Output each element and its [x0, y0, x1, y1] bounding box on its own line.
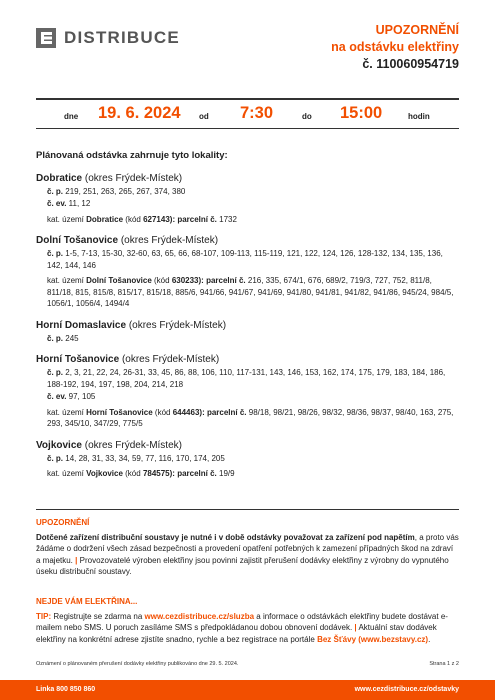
notice-title: UPOZORNĚNÍ: [375, 23, 459, 37]
location-item: [36, 319, 459, 345]
cp-values: 1-5, 7-13, 15-30, 32-60, 63, 65, 66, 68-107, 109-113, 115-119, 121, 122, 124, 126, 128-132, 134, 135, 136, 142, 144, 146: [47, 249, 443, 270]
date-value: 19. 6. 2024: [98, 104, 181, 122]
page-number: Strana 1 z 2: [429, 661, 459, 667]
location-item: [36, 439, 459, 480]
from-label: od: [199, 112, 209, 121]
tip-text: TIP: Registrujte se zdarma na www.cezdistribuce.cz/sluzba a informace o odstávkách elektřiny budete dostávat e-mailem nebo SMS. U poruch zasíláme SMS s předpokládanou dobou obnovení dodávek. | Aktuální stav dodávek elektřiny na konkrétní adrese zjistíte snadno, rychle a bez registrace na portále Bez Šťávy (www.bezstavy.cz).: [36, 611, 448, 644]
location-item: [36, 234, 459, 310]
notice-subtitle: na odstávku elektřiny: [331, 40, 459, 54]
cp-label: č. p.: [47, 368, 64, 377]
cp-values: 2, 3, 21, 22, 24, 26-31, 33, 45, 86, 88, 106, 110, 117-131, 143, 146, 153, 162, 174, 175, 179, 183, 184, 186, 188-192, 194, 197, 198, 204, 214, 218: [47, 368, 446, 389]
hotline: Linka 800 850 860: [36, 686, 96, 693]
cp-label: č. p.: [47, 333, 64, 343]
date-row: [0, 104, 495, 126]
cp-values: 14, 28, 31, 33, 34, 59, 77, 116, 170, 174, 205: [65, 453, 225, 463]
portal-name: Bez Šťávy: [317, 634, 357, 644]
ev-label: č. ev.: [47, 392, 67, 401]
tip-section: [36, 596, 459, 645]
cadastral-line: kat. území Dobratice (kód 627143): parcelní č. 1732: [47, 214, 237, 224]
website-link[interactable]: www.cezdistribuce.cz/odstavky: [354, 686, 459, 693]
hours-label: hodin: [408, 112, 430, 121]
ev-values: 97, 105: [68, 392, 96, 401]
date-label: dne: [64, 112, 79, 121]
divider: [36, 98, 459, 100]
location-name: Dolní Tošanovice: [36, 235, 119, 246]
portal-link[interactable]: (www.bezstavy.cz): [358, 634, 429, 644]
notice-heading: [331, 22, 459, 73]
warning-text: Dotčené zařízení distribuční soustavy je nutné i v době odstávky považovat za zařízení pod napětím, a proto vás žádáme o dodržení všech zásad bezpečnosti a provedení opatření potřebných k zamezení případných škod na zdraví a majetku. | Provozovatelé výroben elektřiny jsou povinni zajistit přerušení dodávky elektřiny z výrobny do vypnutého úseku distribuční soustavy.: [36, 532, 459, 576]
location-district: (okres Frýdek-Místek): [121, 354, 220, 365]
warning-title: UPOZORNĚNÍ: [36, 518, 90, 527]
location-name: Vojkovice: [36, 439, 82, 451]
location-name: Horní Domaslavice: [36, 319, 127, 331]
logo: [36, 28, 180, 48]
cp-label: č. p.: [47, 249, 64, 258]
cadastral-line: kat. území Vojkovice (kód 784575): parcelní č. 19/9: [47, 469, 235, 478]
location-item: [36, 353, 459, 430]
brand-name: DISTRIBUCE: [64, 28, 180, 47]
location-name: Dobratice: [36, 172, 83, 184]
notice-number: č. 110060954719: [362, 57, 459, 71]
cadastral-line: kat. území Horní Tošanovice (kód 644463): parcelní č. 98/18, 98/21, 98/26, 98/32, 98/36, 98/37, 98/40, 163, 275, 293, 345/10, 347/29, 775/5: [47, 407, 454, 428]
safety-warning: [36, 517, 459, 578]
location-district: (okres Frýdek-Místek): [128, 319, 227, 331]
location-item: [36, 172, 459, 226]
location-district: (okres Frýdek-Místek): [84, 439, 182, 451]
cp-label: č. p.: [47, 453, 64, 463]
locations-section: [36, 150, 459, 489]
ev-label: č. ev.: [47, 199, 67, 208]
ev-values: 11, 12: [68, 199, 91, 208]
divider: [36, 128, 459, 129]
cp-label: č. p.: [47, 186, 64, 196]
to-label: do: [302, 112, 312, 121]
cez-logo-icon: [36, 28, 56, 48]
tip-title: NEJDE VÁM ELEKTŘINA...: [36, 597, 138, 606]
location-name: Horní Tošanovice: [36, 354, 120, 365]
registration-link[interactable]: www.cezdistribuce.cz/sluzba: [144, 611, 255, 621]
location-district: (okres Frýdek-Místek): [120, 235, 219, 246]
header: [0, 0, 495, 90]
footer-bar: [0, 680, 495, 700]
from-value: 7:30: [240, 104, 274, 122]
divider: [36, 509, 459, 510]
cp-values: 245: [65, 333, 79, 343]
published-note: Oznámení o plánovaném přerušení dodávky elektřiny publikováno dne 29. 5. 2024.: [36, 661, 239, 667]
locations-intro: Plánovaná odstávka zahrnuje tyto lokality:: [36, 150, 228, 161]
cp-values: 219, 251, 263, 265, 267, 374, 380: [65, 186, 186, 196]
location-district: (okres Frýdek-Místek): [84, 172, 183, 184]
to-value: 15:00: [340, 104, 383, 122]
cadastral-line: kat. území Dolní Tošanovice (kód 630233): parcelní č. 216, 335, 674/1, 676, 689/2, 719/3, 727, 752, 811/8, 811/18, 815, 815/8, 815/17, 815/18, 885/6, 941/66, 941/67, 941/69, 941/80, 941/81, 941/82, 941/86, 945/24, 984/5, 1056/1, 1056/4, 1494/4: [47, 276, 454, 308]
